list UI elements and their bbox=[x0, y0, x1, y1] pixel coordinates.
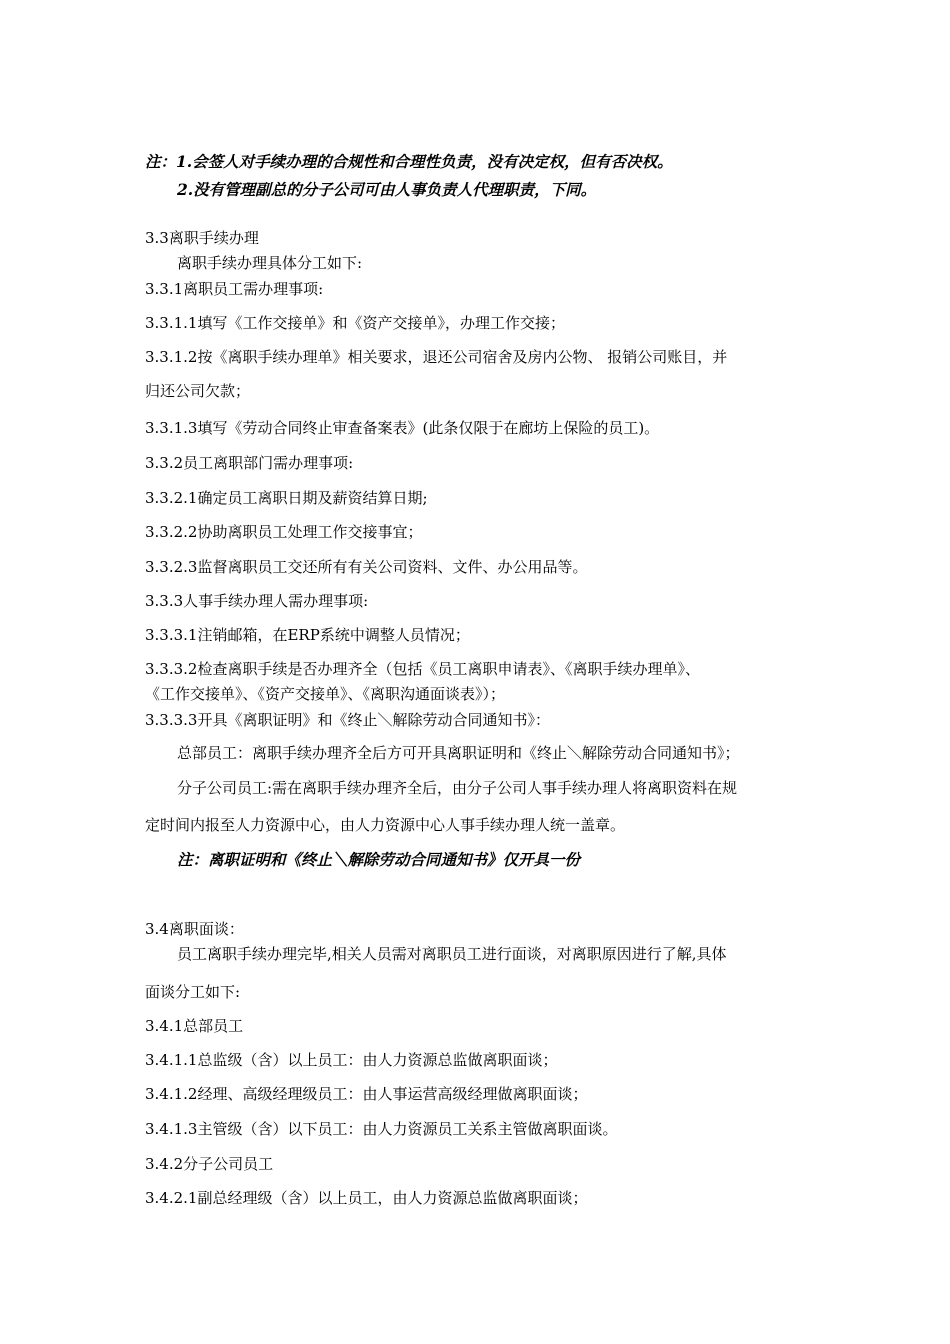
section-3-3-2-3: 3.3.2.3监督离职员工交还所有有关公司资料、文件、办公用品等。 bbox=[145, 558, 588, 576]
section-3-3-3-3: 3.3.3.3开具《离职证明》和《终止＼解除劳动合同通知书》： bbox=[145, 711, 550, 729]
subsidiary-staff-paragraph-line-2: 定时间内报至人力资源中心，由人力资源中心人事手续办理人统一盖章。 bbox=[145, 816, 626, 834]
note-1-line-2: 2.没有管理副总的分子公司可由人事负责人代理职责，下同。 bbox=[177, 180, 597, 199]
section-3-3-1-1: 3.3.1.1填写《工作交接单》和《资产交接单》，办理工作交接； bbox=[145, 314, 565, 332]
section-3-3-3: 3.3.3人事手续办理人需办理事项: bbox=[145, 592, 369, 610]
note-2: 注：离职证明和《终止＼解除劳动合同通知书》仅开具一份 bbox=[177, 850, 581, 869]
section-3-3-1: 3.3.1离职员工需办理事项: bbox=[145, 280, 324, 298]
section-3-4-title: 3.4离职面谈： bbox=[145, 920, 244, 938]
note-1-line-1: 注：1.会签人对手续办理的合规性和合理性负责，没有决定权，但有否决权。 bbox=[145, 152, 673, 171]
section-3-4-1: 3.4.1总部员工 bbox=[145, 1017, 244, 1035]
section-3-4-intro-line-1: 员工离职手续办理完毕,相关人员需对离职员工进行面谈，对离职原因进行了解,具体 bbox=[177, 945, 727, 963]
section-3-3-intro: 离职手续办理具体分工如下: bbox=[177, 254, 363, 272]
section-3-3-1-2-line-1: 3.3.1.2按《离职手续办理单》相关要求，退还公司宿舍及房内公物、 报销公司账目，并 bbox=[145, 348, 728, 366]
section-3-4-1-1: 3.4.1.1总监级（含）以上员工：由人力资源总监做离职面谈； bbox=[145, 1051, 558, 1069]
section-3-3-3-2-line-1: 3.3.3.2检查离职手续是否办理齐全（包括《员工离职申请表》、《离职手续办理单》、 bbox=[145, 660, 700, 678]
section-3-3-1-2-line-2: 归还公司欠款； bbox=[145, 382, 251, 400]
section-3-4-1-3: 3.4.1.3主管级（含）以下员工：由人力资源员工关系主管做离职面谈。 bbox=[145, 1120, 618, 1138]
section-3-4-2-1: 3.4.2.1副总经理级（含）以上员工，由人力资源总监做离职面谈； bbox=[145, 1189, 588, 1207]
section-3-3-1-3: 3.3.1.3填写《劳动合同终止审查备案表》(此条仅限于在廊坊上保险的员工)。 bbox=[145, 419, 660, 437]
section-3-3-2-1: 3.3.2.1确定员工离职日期及薪资结算日期; bbox=[145, 489, 428, 507]
subsidiary-staff-paragraph-line-1: 分子公司员工:需在离职手续办理齐全后，由分子公司人事手续办理人将离职资料在规 bbox=[177, 779, 738, 797]
section-3-4-intro-line-2: 面谈分工如下: bbox=[145, 983, 241, 1001]
section-3-3-3-2-line-2: 《工作交接单》、《资产交接单》、《离职沟通面谈表》）； bbox=[145, 685, 506, 703]
section-3-3-2-2: 3.3.2.2协助离职员工处理工作交接事宜； bbox=[145, 523, 423, 541]
section-3-3-title: 3.3离职手续办理 bbox=[145, 229, 259, 247]
section-3-3-3-1: 3.3.3.1注销邮箱，在ERP系统中调整人员情况； bbox=[145, 626, 470, 644]
section-3-4-2: 3.4.2分子公司员工 bbox=[145, 1155, 274, 1173]
section-3-3-2: 3.3.2员工离职部门需办理事项: bbox=[145, 454, 354, 472]
headquarters-staff-paragraph: 总部员工：离职手续办理齐全后方可开具离职证明和《终止＼解除劳动合同通知书》； bbox=[177, 744, 740, 762]
section-3-4-1-2: 3.4.1.2经理、高级经理级员工：由人事运营高级经理做离职面谈； bbox=[145, 1085, 588, 1103]
